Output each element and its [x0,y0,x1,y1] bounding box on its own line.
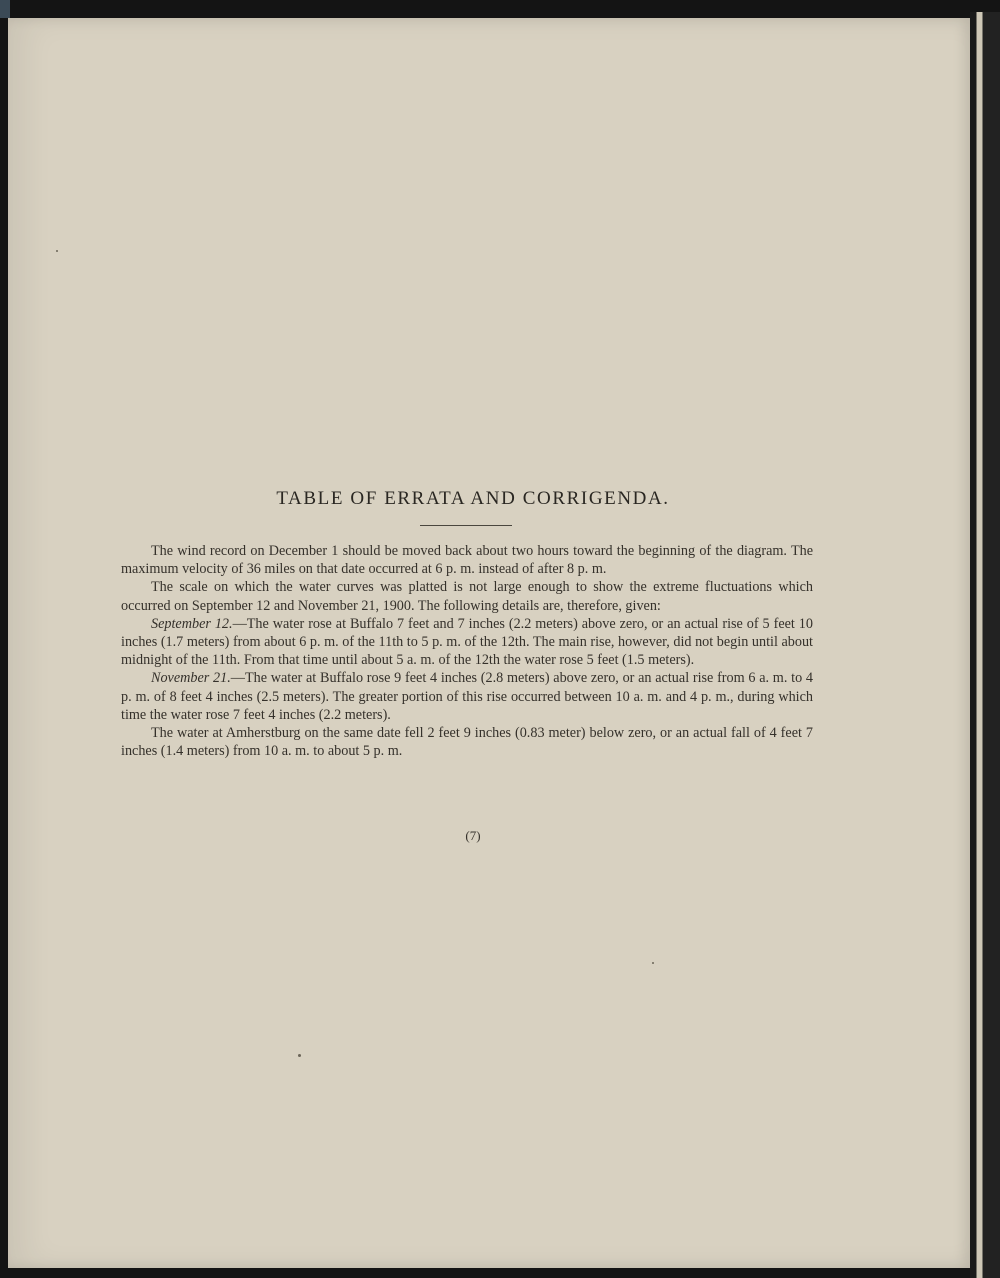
paragraph-text: The water at Amherstburg on the same date fell 2 feet 9 inches (0.83 meter) below zero, or an actual fall of 4 feet 7 inches (1.4 meters) from 10 a. m. to about 5 p. m. [121,725,813,760]
book-page-edge [970,12,1000,1278]
document-page [8,18,970,1268]
paragraph-wind-record [121,542,813,578]
paragraph-lead: November 21. [151,670,231,687]
paper-speck [652,962,654,964]
title-divider [420,525,512,526]
paragraph-lead: September 12. [151,615,233,632]
paragraph-november-21 [121,669,813,724]
page-number: (7) [465,828,481,843]
paper-speck [56,250,58,252]
paragraph-text: The wind record on December 1 should be moved back about two hours toward the beginning of the diagram. The maximum velocity of 36 miles on that date occurred at 6 p. m. instead of after 8 p. m. [121,543,813,578]
paragraph-text: The scale on which the water curves was platted is not large enough to show the extreme fluctuations which occurred on September 12 and November 21, 1900. The following details are, therefore, given: [121,579,813,614]
paragraph-september-12 [121,615,813,670]
paragraph-amherstburg [121,724,813,760]
paragraph-text: —The water rose at Buffalo 7 feet and 7 inches (2.2 meters) above zero, or an actual rise of 5 feet 10 inches (1.7 meters) from about 6 p. m. of the 11th to 5 p. m. of the 12th. The main rise, however, did not begin until about midnight of the 11th. From that time until about 5 a. m. of the 12th the water rose 5 feet (1.5 meters). [121,615,813,669]
page-title: TABLE OF ERRATA AND CORRIGENDA. [276,488,670,509]
paragraph-water-scale [121,578,813,614]
paper-speck [298,1054,301,1057]
scan-corner-tab [0,0,10,18]
paragraph-text: —The water at Buffalo rose 9 feet 4 inches (2.8 meters) above zero, or an actual rise from 6 a. m. to 4 p. m. of 8 feet 4 inches (2.5 meters). The greater portion of this rise occurred between 10 a. m. and 4 p. m., during which time the water rose 7 feet 4 inches (2.2 meters). [121,670,813,723]
errata-body [121,542,813,760]
